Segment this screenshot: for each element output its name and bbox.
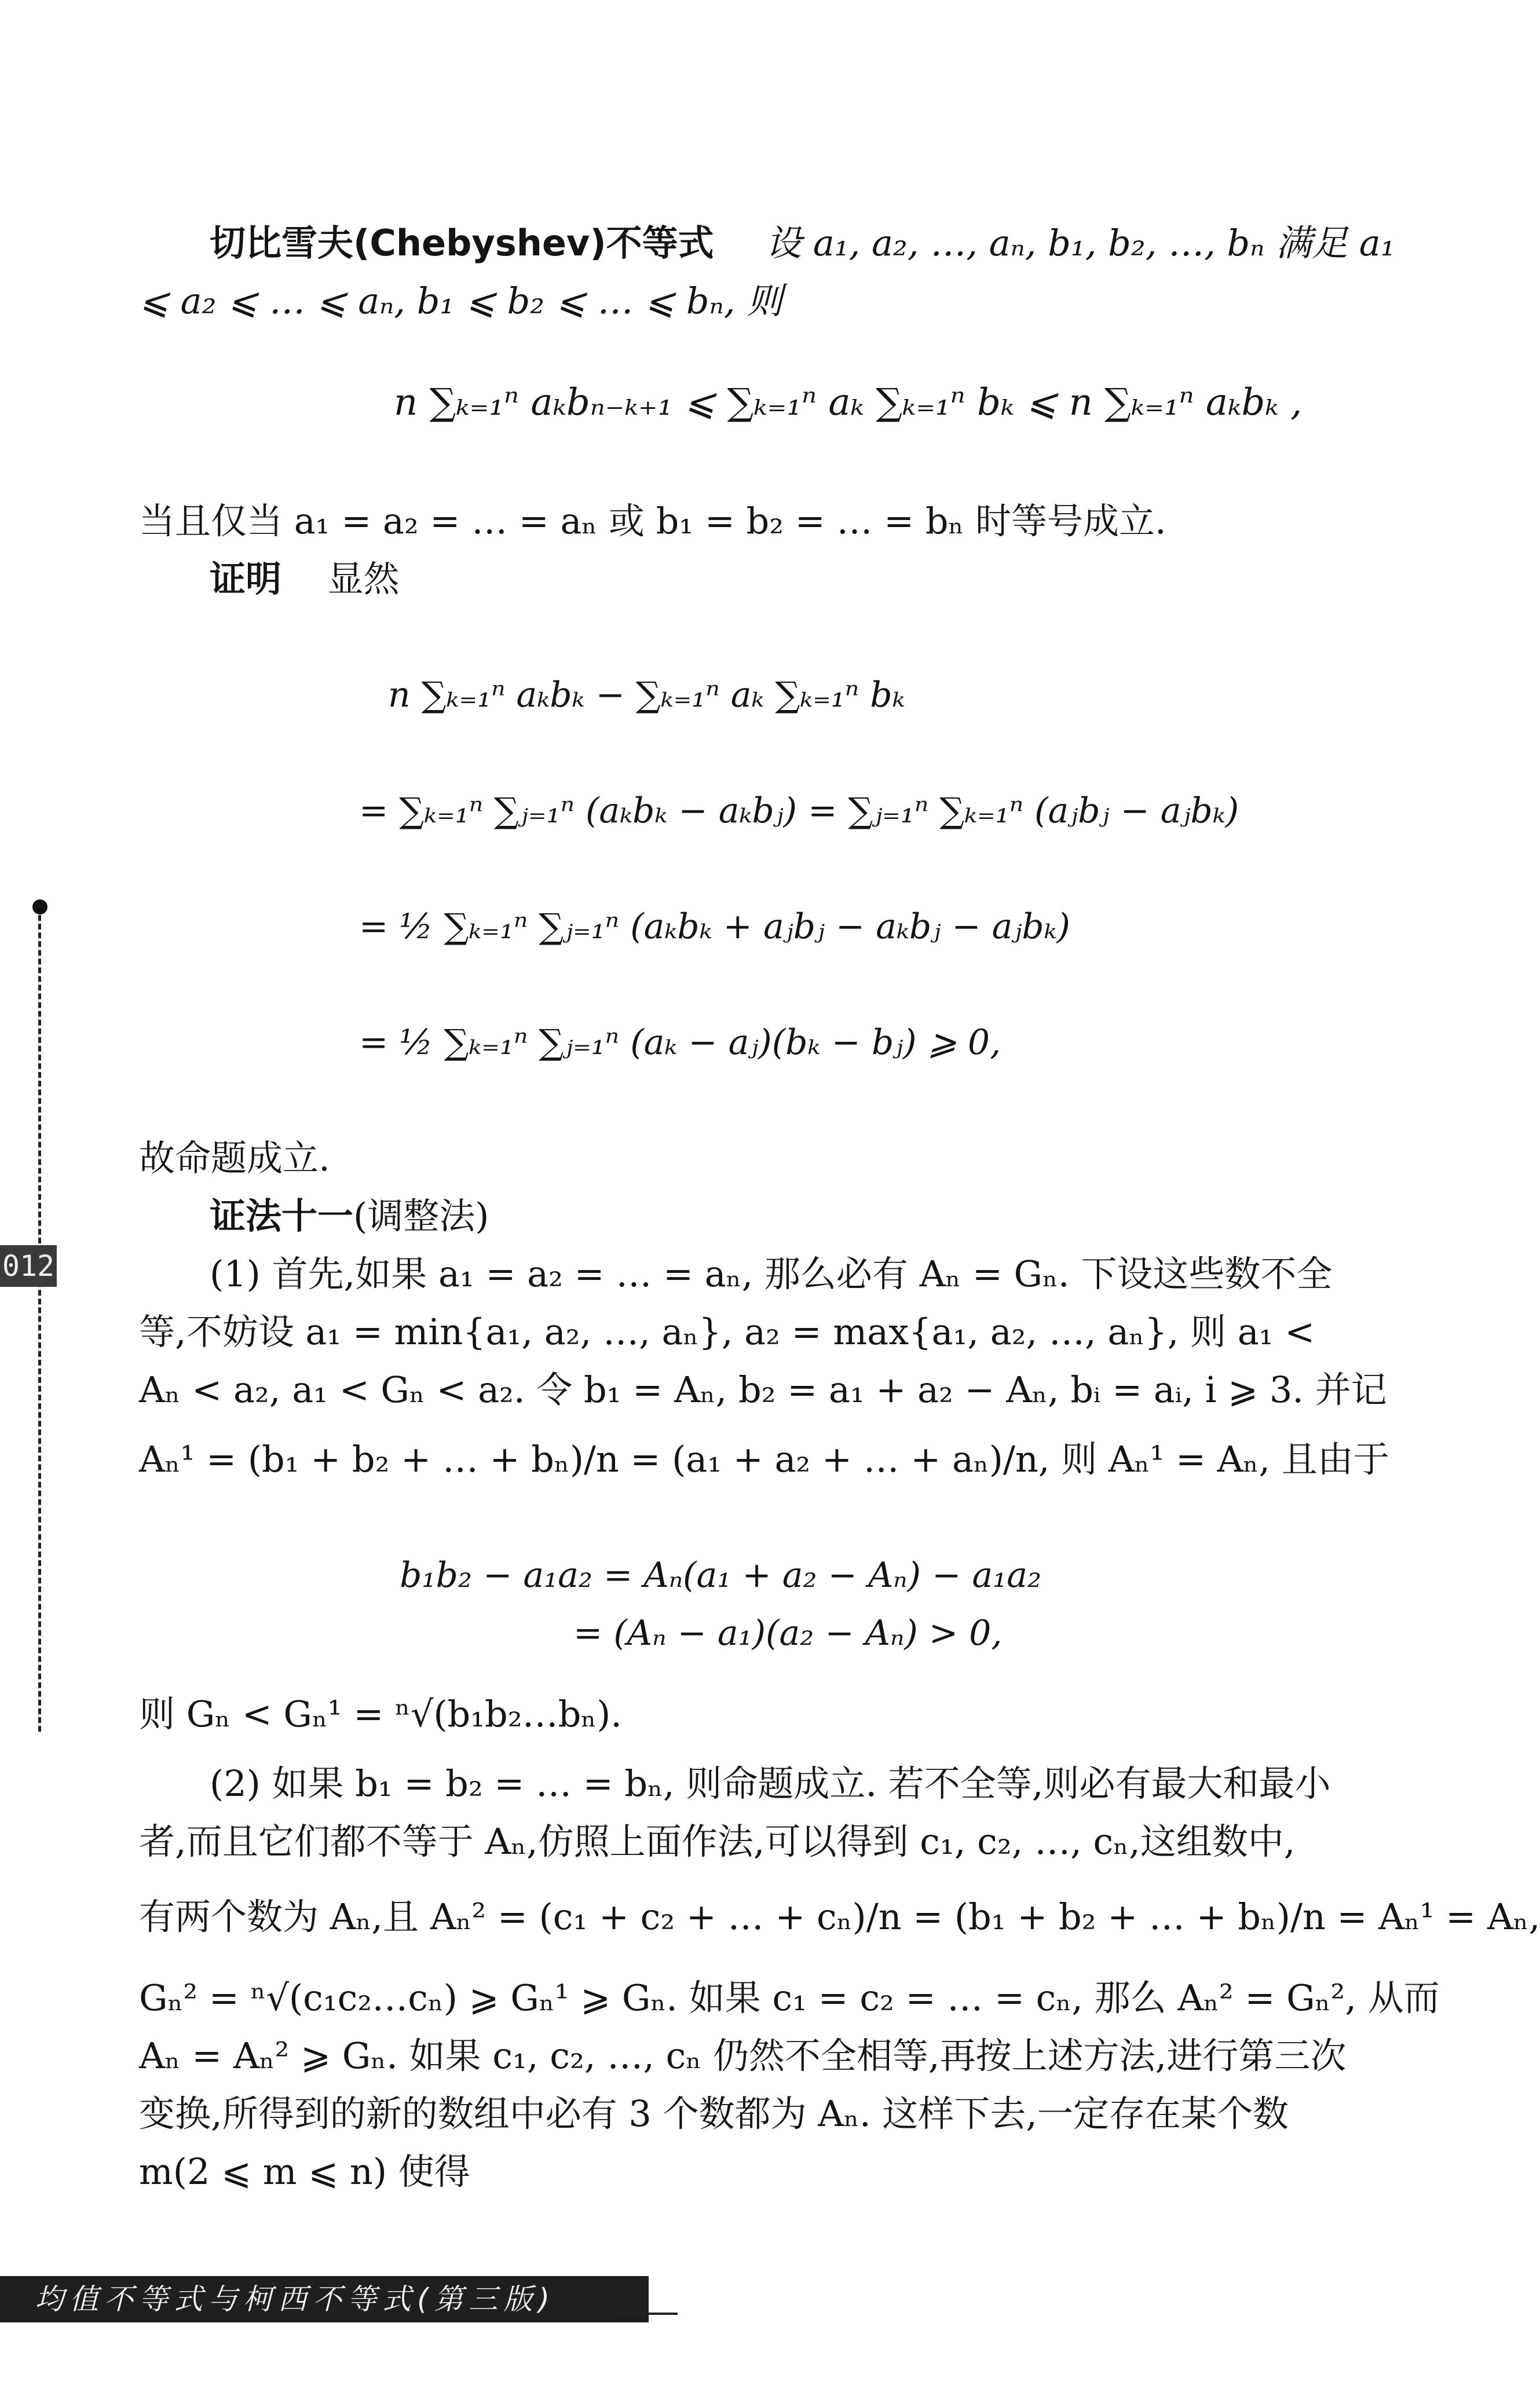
page-number: 012 [0,1245,57,1287]
method11-p1-line3: Aₙ < a₂, a₁ < Gₙ < a₂. 令 b₁ = Aₙ, b₂ = a₁ + a₂ − Aₙ, bᵢ = aᵢ, i ⩾ 3. 并记 [139,1369,1387,1411]
chebyshev-equality-condition: 当且仅当 a₁ = a₂ = … = aₙ 或 b₁ = b₂ = … = bₙ 时等号成立. [139,500,1166,542]
method11-title: 证法十一 [210,1195,354,1237]
method11-p1-line5: 则 Gₙ < Gₙ¹ = ⁿ√(b₁b₂…bₙ). [139,1693,623,1735]
method11-p2-line3: 有两个数为 Aₙ,且 Aₙ² = (c₁ + c₂ + … + cₙ)/n = (b₁ + b₂ + … + bₙ)/n = Aₙ¹ = Aₙ, [139,1896,1540,1938]
method11-p2-line6: 变换,所得到的新的数组中必有 3 个数都为 Aₙ. 这样下去,一定存在某个数 [139,2092,1289,2135]
proof-step-4: = ½ ∑ₖ₌₁ⁿ ∑ⱼ₌₁ⁿ (aₖ − aⱼ)(bₖ − bⱼ) ⩾ 0, [359,1022,1001,1063]
proof-label: 证明 [210,558,282,600]
chebyshev-condition-2: ⩽ a₂ ⩽ … ⩽ aₙ, b₁ ⩽ b₂ ⩽ … ⩽ bₙ, 则 [139,280,783,322]
proof-heading-line [210,550,399,608]
method11-heading [210,1187,489,1245]
method11-p1-line2: 等,不妨设 a₁ = min{a₁, a₂, …, aₙ}, a₂ = max{a₁, a₂, …, aₙ}, 则 a₁ < [139,1311,1315,1353]
footer-book-title: 均值不等式与柯西不等式(第三版) [0,2276,649,2322]
method11-eq1-line2: = (Aₙ − a₁)(a₂ − Aₙ) > 0, [573,1613,1003,1653]
method11-p2-line4: Gₙ² = ⁿ√(c₁c₂…cₙ) ⩾ Gₙ¹ ⩾ Gₙ. 如果 c₁ = c₂ = … = cₙ, 那么 Aₙ² = Gₙ², 从而 [139,1977,1440,2019]
method11-subtitle: (调整法) [353,1195,489,1237]
footer-rule [614,2313,678,2315]
proof-conclusion: 故命题成立. [139,1137,330,1179]
proof-step-1: n ∑ₖ₌₁ⁿ aₖbₖ − ∑ₖ₌₁ⁿ aₖ ∑ₖ₌₁ⁿ bₖ [388,675,905,715]
chebyshev-condition-1: 设 a₁, a₂, …, aₙ, b₁, b₂, …, bₙ 满足 a₁ [766,222,1395,264]
method11-p2-line5: Aₙ = Aₙ² ⩾ Gₙ. 如果 c₁, c₂, …, cₙ 仍然不全相等,再按上述方法,进行第三次 [139,2035,1347,2077]
method11-p2-line1: (2) 如果 b₁ = b₂ = … = bₙ, 则命题成立. 若不全等,则必有最大和最小 [210,1762,1331,1805]
method11-p1-line4: Aₙ¹ = (b₁ + b₂ + … + bₙ)/n = (a₁ + a₂ + … + aₙ)/n, 则 Aₙ¹ = Aₙ, 且由于 [139,1438,1389,1480]
chebyshev-main-inequality: n ∑ₖ₌₁ⁿ aₖbₙ₋ₖ₊₁ ⩽ ∑ₖ₌₁ⁿ aₖ ∑ₖ₌₁ⁿ bₖ ⩽ n ∑ₖ₌₁ⁿ aₖbₖ , [394,381,1303,424]
proof-step-2: = ∑ₖ₌₁ⁿ ∑ⱼ₌₁ⁿ (aₖbₖ − aₖbⱼ) = ∑ⱼ₌₁ⁿ ∑ₖ₌₁ⁿ (aⱼbⱼ − aⱼbₖ) [359,791,1239,831]
proof-intro: 显然 [327,558,400,600]
method11-p2-line2: 者,而且它们都不等于 Aₙ,仿照上面作法,可以得到 c₁, c₂, …, cₙ,这组数中, [139,1820,1296,1863]
method11-p2-line7: m(2 ⩽ m ⩽ n) 使得 [139,2150,470,2193]
chebyshev-title: 切比雪夫(Chebyshev)不等式 [210,222,714,264]
margin-dot-icon [32,899,47,914]
method11-eq1-line1: b₁b₂ − a₁a₂ = Aₙ(a₁ + a₂ − Aₙ) − a₁a₂ [400,1555,1042,1596]
margin-dashed-line [38,915,41,1732]
chebyshev-statement-line1 [210,214,1395,272]
proof-step-3: = ½ ∑ₖ₌₁ⁿ ∑ⱼ₌₁ⁿ (aₖbₖ + aⱼbⱼ − aₖbⱼ − aⱼbₖ) [359,906,1070,947]
method11-p1-line1: (1) 首先,如果 a₁ = a₂ = … = aₙ, 那么必有 Aₙ = Gₙ. 下设这些数不全 [210,1253,1333,1295]
